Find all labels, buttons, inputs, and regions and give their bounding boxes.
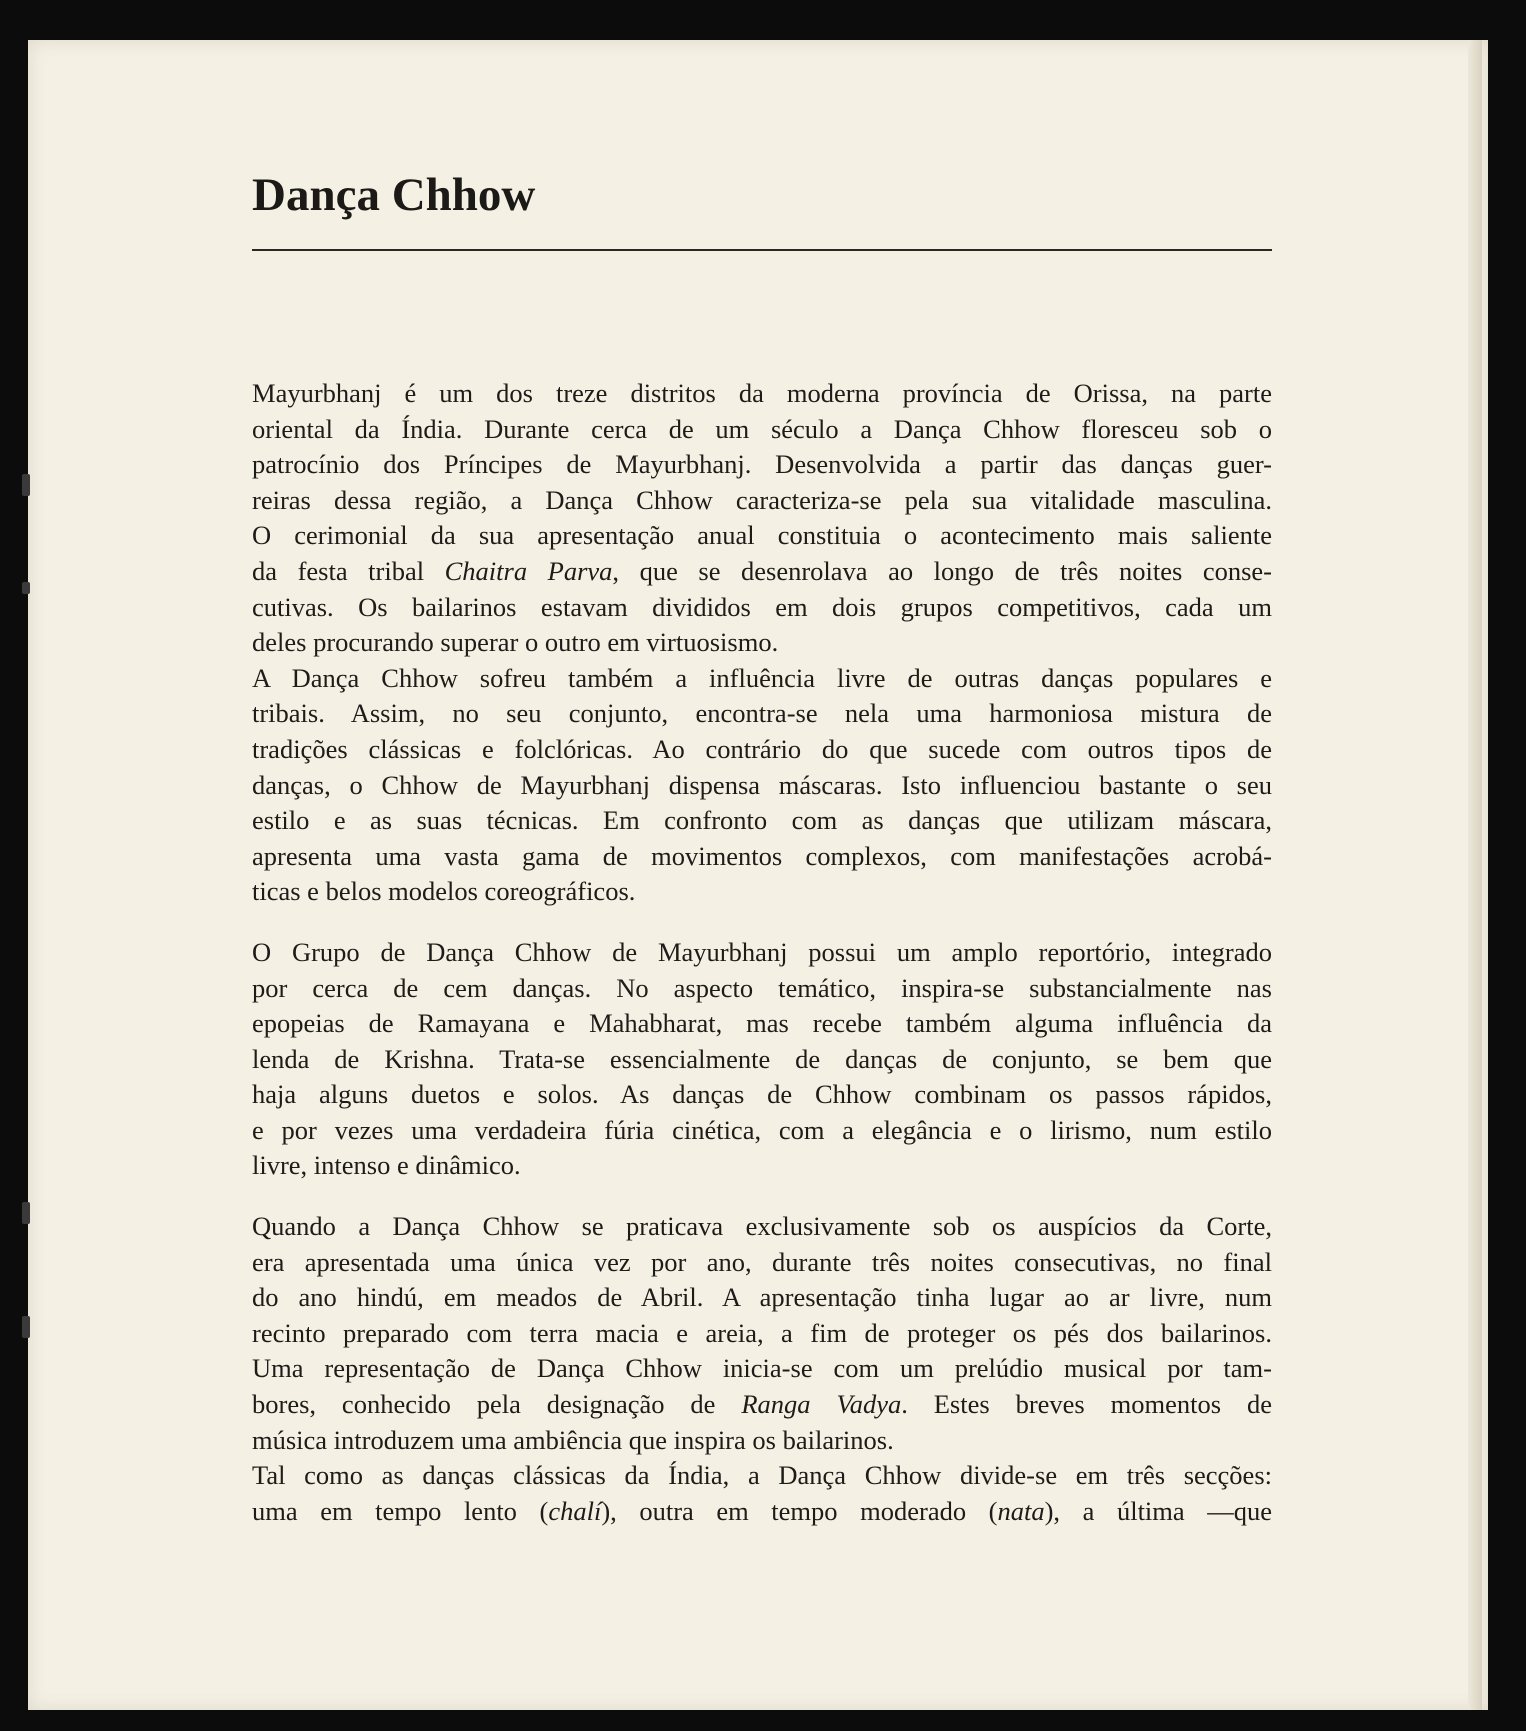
text-line: Tal como as danças clássicas da Índia, a Dança Chhow divide-se em três secções: [252,1460,1272,1491]
page-title: Dança Chhow [252,169,536,221]
text-line: do ano hindú, em meados de Abril. A apresentação tinha lugar ao ar livre, num [252,1282,1272,1313]
text-line: apresenta uma vasta gama de movimentos complexos, com manifestações acrobá- [252,840,1272,871]
text-line: Mayurbhanj é um dos treze distritos da moderna província de Orissa, na parte [252,378,1272,408]
text-line: da festa tribal Chaitra Parva, que se desenrolava ao longo de três noites conse- [252,555,1272,586]
italic-term: Ranga Vadya [741,1389,902,1420]
paragraph [252,661,1272,910]
italic-term: Chaitra Parva [444,555,613,586]
italic-term: chalí [548,1495,602,1526]
text-line: Uma representação de Dança Chhow inicia-se com um prelúdio musical por tam- [252,1353,1272,1384]
text-line: por cerca de cem danças. No aspecto temático, inspira-se substancialmente nas [252,972,1272,1003]
paragraph [252,1209,1272,1458]
text-line: O Grupo de Dança Chhow de Mayurbhanj possui um amplo reportório, integrado [252,936,1272,967]
text-line: Quando a Dança Chhow se praticava exclusivamente sob os auspícios da Corte, [252,1211,1272,1242]
paragraph [252,935,1272,1184]
binding-mark [22,1202,30,1224]
text-line: A Dança Chhow sofreu também a influência livre de outras danças populares e [252,662,1272,693]
text-line: epopeias de Ramayana e Mahabharat, mas recebe também alguma influência da [252,1008,1272,1039]
text-line: cutivas. Os bailarinos estavam divididos em dois grupos competitivos, cada um [252,591,1272,622]
binding-mark [22,1316,30,1338]
text-line: bores, conhecido pela designação de Ranga Vadya. Estes breves momentos de [252,1389,1272,1420]
text-line: música introduzem uma ambiência que inspira os bailarinos. [252,1424,894,1455]
text-line: era apresentada uma única vez por ano, durante três noites consecutivas, no final [252,1246,1272,1277]
text-line: uma em tempo lento (chalí), outra em tempo moderado (nata), a última —que [252,1495,1273,1526]
article-body [252,376,1272,1529]
text-line: tradições clássicas e folclóricas. Ao contrário do que sucede com outros tipos de [252,733,1272,764]
page-edge [1468,40,1482,1710]
text-line: estilo e as suas técnicas. Em confronto com as danças que utilizam máscara, [252,805,1272,836]
text-line: haja alguns duetos e solos. As danças de Chhow combinam os passos rápidos, [252,1079,1272,1110]
paragraph [252,1458,1272,1529]
text-line: deles procurando superar o outro em virtuosismo. [252,627,779,658]
text-line: danças, o Chhow de Mayurbhanj dispensa máscaras. Isto influenciou bastante o seu [252,769,1272,800]
text-line: patrocínio dos Príncipes de Mayurbhanj. Desenvolvida a partir das danças guer- [252,449,1272,480]
title-underline [252,249,1272,251]
text-line: oriental da Índia. Durante cerca de um século a Dança Chhow floresceu sob o [252,413,1272,444]
text-line: livre, intenso e dinâmico. [252,1150,521,1181]
text-line: lenda de Krishna. Trata-se essencialmente de danças de conjunto, se bem que [252,1043,1272,1074]
text-line: O cerimonial da sua apresentação anual constituia o acontecimento mais saliente [252,520,1272,551]
text-line: tribais. Assim, no seu conjunto, encontra-se nela uma harmoniosa mistura de [252,698,1272,729]
text-line: ticas e belos modelos coreográficos. [252,876,636,907]
italic-term: nata [997,1495,1045,1526]
paragraph [252,376,1272,661]
binding-mark [22,474,30,496]
binding-mark [22,582,30,594]
text-line: e por vezes uma verdadeira fúria cinética, com a elegância e o lirismo, num estilo [252,1114,1272,1145]
text-line: reiras dessa região, a Dança Chhow caracteriza-se pela sua vitalidade masculina. [252,484,1272,515]
text-line: recinto preparado com terra macia e areia, a fim de proteger os pés dos bailarinos. [252,1317,1272,1348]
